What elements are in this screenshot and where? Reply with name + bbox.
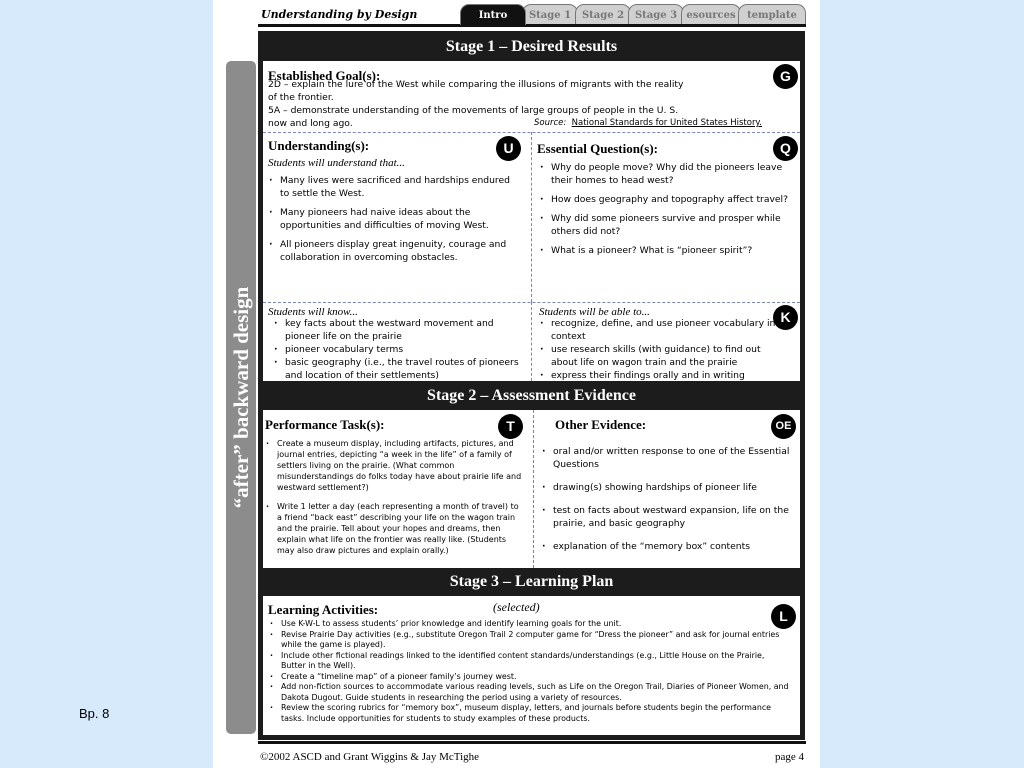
know-intro: Students will know... bbox=[268, 306, 358, 318]
copyright: ©2002 ASCD and Grant Wiggins & Jay McTighe bbox=[260, 751, 480, 763]
slide-label: Bp. 8 bbox=[79, 706, 110, 721]
able-list bbox=[539, 317, 777, 382]
other-evidence-list bbox=[541, 445, 791, 559]
list-item: · express their findings orally and in writing bbox=[539, 369, 777, 382]
list-item: · Add non-fiction sources to accommodate various reading levels, such as Life on the Oregon Trail, Diaries of Pioneer Women, and Dakota Dugout. Guide students in researching the period using a variety of resources. bbox=[269, 682, 789, 703]
list-item: · explanation of the “memory box” contents bbox=[541, 540, 791, 553]
list-item: · Create a museum display, including artifacts, pictures, and journal entries, depicting “a week in the life” of a family of settlers living on the prairie. (What common misunderstandings do folks today have about prairie life and westward settlement?) bbox=[265, 438, 525, 493]
tab-intro[interactable]: Intro bbox=[460, 4, 526, 25]
list-item: · Many pioneers had naive ideas about the opportunities and difficulties of moving West. bbox=[268, 206, 521, 232]
page-number: page 4 bbox=[774, 751, 804, 763]
divider bbox=[533, 410, 534, 568]
questions-heading: Essential Question(s): bbox=[537, 141, 658, 156]
tab-stage-3[interactable]: Stage 3 bbox=[628, 4, 684, 25]
understandings-intro: Students will understand that... bbox=[268, 157, 405, 169]
stage-2-panel bbox=[263, 410, 800, 568]
understanding-badge-icon: U bbox=[496, 136, 521, 161]
divider bbox=[531, 132, 532, 302]
list-item: · Why did some pioneers survive and prosper while others did not? bbox=[539, 212, 795, 238]
list-item: · Include other fictional readings linked to the identified content standards/understandings (e.g., Little House on the Prairie, Butter in the Well). bbox=[269, 651, 789, 672]
stage-3-title: Stage 3 – Learning Plan bbox=[449, 573, 614, 590]
list-item: · basic geography (i.e., the travel routes of pioneers and location of their settlements) bbox=[273, 356, 523, 382]
list-item: · drawing(s) showing hardships of pioneer life bbox=[541, 481, 791, 494]
understandings-list bbox=[268, 174, 521, 270]
other-evidence-heading: Other Evidence: bbox=[555, 417, 647, 432]
understandings-heading: Understanding(s): bbox=[268, 138, 370, 153]
tab-stage-1[interactable]: Stage 1 bbox=[522, 4, 578, 25]
list-item: · What is a pioneer? What is “pioneer spirit”? bbox=[539, 244, 795, 257]
performance-list bbox=[265, 438, 525, 562]
stage-1-title: Stage 1 – Desired Results bbox=[445, 38, 618, 55]
know-list bbox=[273, 317, 523, 382]
knowledge-badge-icon: K bbox=[773, 305, 798, 330]
list-item: · Review the scoring rubrics for “memory box”, museum display, letters, and journals before students begin the performance tasks. Include opportunities for students to study examples of these products. bbox=[269, 703, 789, 724]
side-banner-text: “after” backward design bbox=[229, 286, 253, 509]
learning-badge-icon: L bbox=[771, 604, 796, 629]
goals-heading: Established Goal(s): bbox=[268, 68, 381, 83]
list-item: · Why do people move? Why did the pioneers leave their homes to head west? bbox=[539, 161, 795, 187]
template-frame bbox=[258, 31, 805, 740]
able-intro: Students will be able to... bbox=[539, 306, 650, 318]
goal-badge-icon: G bbox=[773, 64, 798, 89]
other-evidence-badge-icon: OE bbox=[771, 414, 796, 439]
selected-note: (selected) bbox=[493, 600, 540, 614]
document-page bbox=[213, 0, 820, 768]
list-item: · pioneer vocabulary terms bbox=[273, 343, 523, 356]
divider bbox=[531, 302, 532, 381]
source-link[interactable]: National Standards for United States History. bbox=[571, 118, 762, 128]
list-item: · All pioneers display great ingenuity, courage and collaboration in overcoming obstacles. bbox=[268, 238, 521, 264]
footer-rule bbox=[258, 741, 806, 744]
source-label: Source: bbox=[534, 118, 567, 128]
stage-1-panel bbox=[263, 61, 800, 381]
tab-template[interactable]: template bbox=[738, 4, 806, 25]
stage-3-panel bbox=[263, 596, 800, 735]
list-item: · Use K-W-L to assess students’ prior knowledge and identify learning goals for the unit. bbox=[269, 619, 789, 630]
task-badge-icon: T bbox=[498, 414, 523, 439]
learning-activities-heading: Learning Activities: bbox=[268, 602, 379, 617]
tab-resources[interactable]: esources bbox=[681, 4, 741, 25]
list-item: · How does geography and topography affect travel? bbox=[539, 193, 795, 206]
list-item: · Revise Prairie Day activities (e.g., substitute Oregon Trail 2 computer game for “Dress the pioneer” and ask for journal entries while the game is played). bbox=[269, 630, 789, 651]
list-item: · Create a “timeline map” of a pioneer family’s journey west. bbox=[269, 672, 789, 683]
header-rule bbox=[258, 24, 806, 27]
goals-text: 2D – explain the lure of the West while comparing the illusions of migrants with the reality of the frontier. 5A – demonstrate understanding of the movements of large groups of people in the U. S. now and long ago. Source: National Standards for United States History. bbox=[268, 79, 762, 129]
document-header-title: Understanding by Design bbox=[261, 8, 418, 21]
list-item: · test on facts about westward expansion, life on the prairie, and basic geography bbox=[541, 504, 791, 530]
list-item: · recognize, define, and use pioneer vocabulary in context bbox=[539, 317, 777, 343]
question-badge-icon: Q bbox=[773, 136, 798, 161]
learning-activities-list bbox=[269, 619, 789, 724]
list-item: · use research skills (with guidance) to find out about life on wagon train and the prairie bbox=[539, 343, 777, 369]
side-banner bbox=[226, 61, 256, 734]
list-item: · Write 1 letter a day (each representing a month of travel) to a friend “back east” describing your life on the wagon train and the prairie. Tell about your hopes and dreams, then explain what life on the frontier was really like. (Students may also draw pictures and explain orally.) bbox=[265, 501, 525, 556]
list-item: · oral and/or written response to one of the Essential Questions bbox=[541, 445, 791, 471]
list-item: · key facts about the westward movement and pioneer life on the prairie bbox=[273, 317, 523, 343]
tab-stage-2[interactable]: Stage 2 bbox=[575, 4, 631, 25]
performance-heading: Performance Task(s): bbox=[265, 417, 385, 432]
stage-2-title: Stage 2 – Assessment Evidence bbox=[427, 387, 636, 404]
questions-list bbox=[539, 161, 795, 263]
list-item: · Many lives were sacrificed and hardships endured to settle the West. bbox=[268, 174, 521, 200]
